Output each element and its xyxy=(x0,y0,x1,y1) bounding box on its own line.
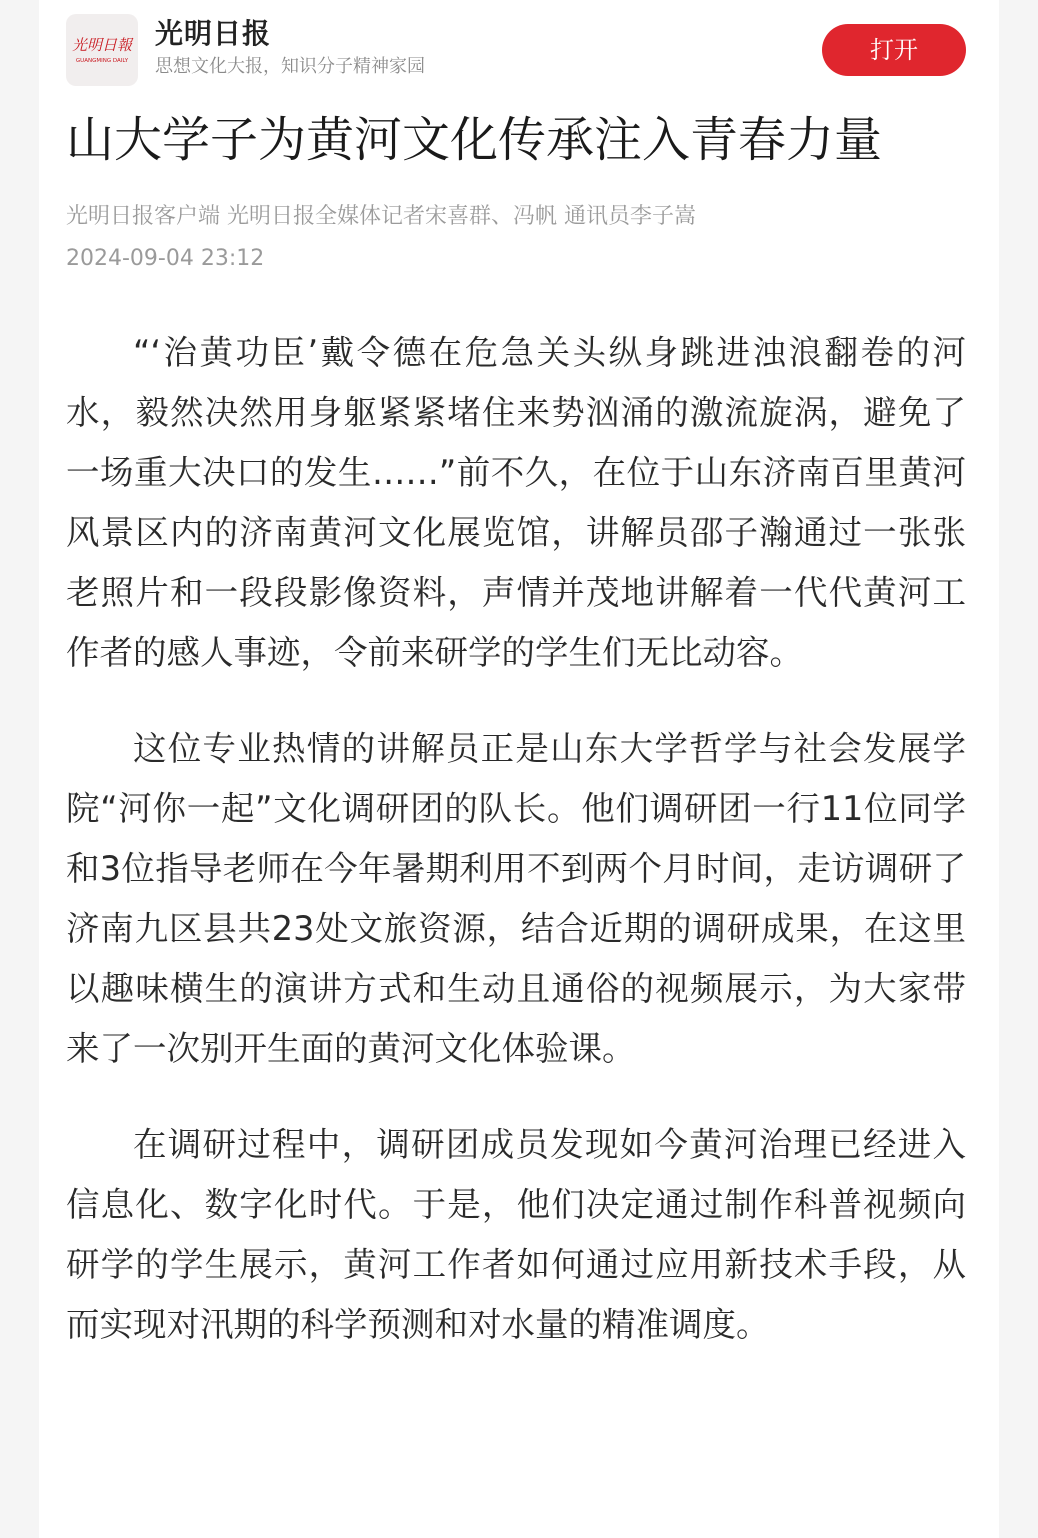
brand-slogan: 思想文化大报，知识分子精神家园 xyxy=(155,56,425,77)
article-byline: 光明日报客户端 光明日报全媒体记者宋喜群、冯帆 通讯员李子嵩 xyxy=(66,204,696,229)
article-paragraph: “‘治黄功臣’戴令德在危急关头纵身跳进浊浪翻卷的河水，毅然决然用身躯紧紧堵住来势汹涌的激流旋涡，避免了一场重大决口的发生……”前不久，在位于山东济南百里黄河风景区内的济南黄河文化展览馆，讲解员邵子瀚通过一张张老照片和一段段影像资料，声情并茂地讲解着一代代黄河工作者的感人事迹，令前来研学的学生们无比动容。 xyxy=(66,333,966,672)
article-title: 山大学子为黄河文化传承注入青春力量 xyxy=(66,112,883,168)
open-app-button[interactable]: 打开 xyxy=(822,24,966,76)
article-body xyxy=(66,323,966,1391)
article-datetime: 2024-09-04 23:12 xyxy=(66,246,265,271)
article-paragraph: 这位专业热情的讲解员正是山东大学哲学与社会发展学院“河你一起”文化调研团的队长。他们调研团一行11位同学和3位指导老师在今年暑期利用不到两个月时间，走访调研了济南九区县共23处文旅资源，结合近期的调研成果，在这里以趣味横生的演讲方式和生动且通俗的视频展示，为大家带来了一次别开生面的黄河文化体验课。 xyxy=(66,729,966,1068)
brand-logo xyxy=(66,14,138,86)
article-meta xyxy=(66,197,696,281)
brand-name: 光明日报 xyxy=(155,17,272,50)
article-page xyxy=(39,0,999,1538)
brand-logo-graphic xyxy=(66,14,138,86)
app-header xyxy=(39,0,999,100)
article-paragraph: 在调研过程中，调研团成员发现如今黄河治理已经进入信息化、数字化时代。于是，他们决定通过制作科普视频向研学的学生展示，黄河工作者如何通过应用新技术手段，从而实现对汛期的科学预测和对水量的精准调度。 xyxy=(66,1125,966,1344)
logo-subtext: GUANGMING DAILY xyxy=(75,58,129,64)
logo-wordmark: 光明日報 xyxy=(71,36,133,54)
